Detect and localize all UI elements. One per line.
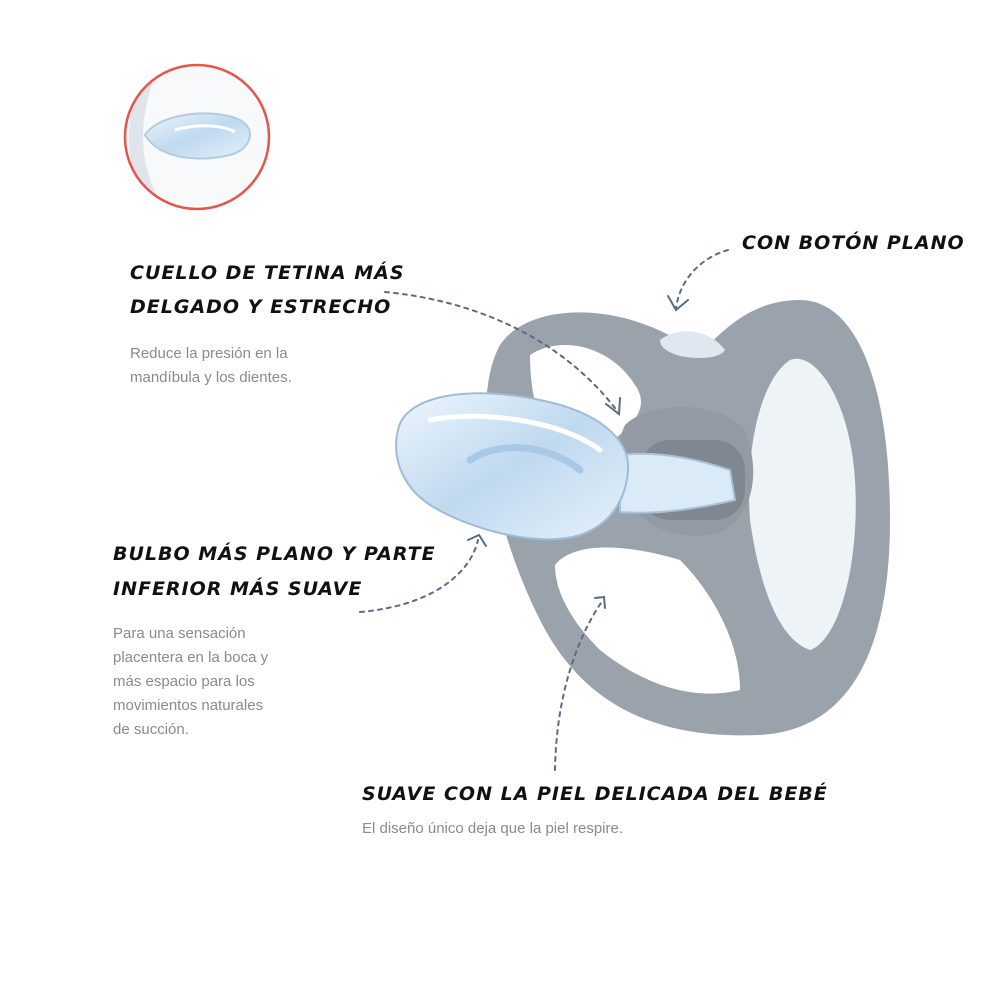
neck-feature-desc-line2: mandíbula y los dientes. bbox=[130, 369, 292, 386]
skin-feature-desc: El diseño único deja que la piel respire. bbox=[362, 820, 623, 837]
bulb-feature-title-line2: INFERIOR MÁS SUAVE bbox=[113, 578, 363, 600]
bulb-feature-desc-line3: más espacio para los bbox=[113, 673, 255, 690]
bulb-feature-desc-line2: placentera en la boca y bbox=[113, 649, 269, 666]
bulb-feature-desc-line5: de succión. bbox=[113, 721, 189, 738]
neck-feature-desc-line1: Reduce la presión en la bbox=[130, 345, 288, 362]
neck-feature-title-line2: DELGADO Y ESTRECHO bbox=[130, 296, 392, 318]
bulb-feature-title-line1: BULBO MÁS PLANO Y PARTE bbox=[113, 543, 436, 565]
button-arrow bbox=[676, 250, 728, 308]
teat-detail-zoom-circle bbox=[125, 65, 269, 215]
button-feature-title: CON BOTÓN PLANO bbox=[742, 232, 965, 254]
bulb-feature-desc-line1: Para una sensación bbox=[113, 625, 246, 642]
neck-feature-title-line1: CUELLO DE TETINA MÁS bbox=[130, 262, 405, 284]
skin-feature-title: SUAVE CON LA PIEL DELICADA DEL BEBÉ bbox=[362, 783, 828, 805]
bulb-feature-desc-line4: movimientos naturales bbox=[113, 697, 264, 714]
